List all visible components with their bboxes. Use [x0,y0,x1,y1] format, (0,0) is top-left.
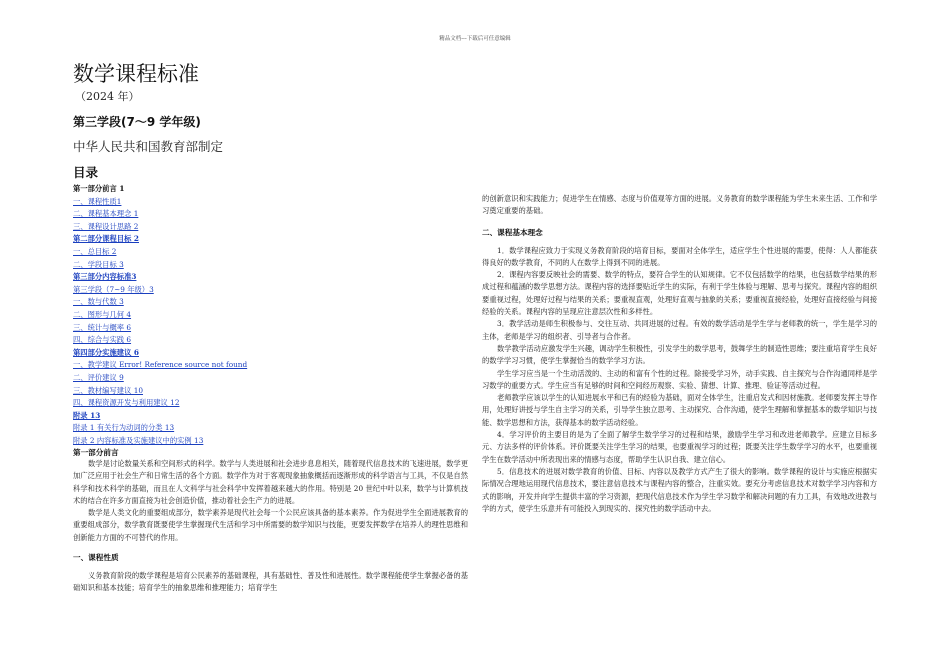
toc-item: 第一部分前言 1 [73,184,125,193]
basic-concept-paragraph: 1．数学课程应致力于实现义务教育阶段的培育目标，要面对全体学生，适应学生个性进展的需要，使得：人人都能获得良好的数学教育，不同的人在数学上得到不同的进展。 [482,245,877,267]
document-year: （2024 年） [75,90,140,103]
toc-item[interactable]: 三、统计与概率 6 [73,322,132,332]
basic-concepts-paragraphs [482,245,877,516]
toc-item[interactable]: 第四部分实施建议 6 [73,347,139,357]
intro-paragraph: 数学是讨论数量关系和空间形式的科学。数学与人类进展和社会进步息息相关，随着现代信息技术的飞速进展，数学更加广泛应用于社会生产和日常生活的各个方面。数学作为对于客观现象抽象概括而逐渐形成的科学语言与工具，不仅是自然科学和技术科学的基础，而且在人文科学与社会科学中发挥着越来越大的作用。特别是 20 世纪中叶以来，数学与计算机技术的结合在许多方面直接为社会创造价值，推动着社会生产力的进展。 [73,459,468,505]
table-of-contents [73,183,473,447]
toc-item[interactable]: 一、数与代数 3 [73,297,124,307]
document-title: 数学课程标准 [73,62,199,86]
toc-item[interactable]: 附录 1 有关行为动词的分类 13 [73,423,175,433]
basic-concept-paragraph: 2．课程内容要反映社会的需要、数学的特点，要符合学生的认知规律。它不仅包括数学的结果，也包括数学结果的形成过程和蕴涵的数学思想方法。课程内容的选择要贴近学生的实际，有利于学生体验与理解、思考与探究。课程内容的组织要重视过程，处理好过程与结果的关系；要重视直观，处理好直观与抽象的关系；要重视直接经验，处理好直接经验与间接经验的关系。课程内容的呈现应注意层次性和多样性。 [482,270,877,317]
toc-item[interactable]: 二、课程基本理念 1 [73,209,139,219]
left-body [73,447,468,595]
intro-paragraph: 数学是人类文化的重要组成部分，数学素养是现代社会每一个公民应该具备的基本素养。作为促进学生全面进展教育的重要组成部分，数学教育既要使学生掌握现代生活和学习中所需要的数学知识与技能，更要发挥数学在培养人的理性思维和创新能力方面的不可替代的作用。 [73,508,468,542]
toc-item[interactable]: 三、课程设计思路 2 [73,221,139,231]
part-one-heading: 第一部分前言 [73,448,119,457]
basic-concept-paragraph: 学生学习应当是一个生动活泼的、主动的和富有个性的过程。除接受学习外，动手实践、自主探究与合作沟通同样是学习数学的重要方式。学生应当有足够的时间和空间经历观察、实验、猜想、计算、推理、验证等活动过程。 [482,368,877,390]
basic-concept-paragraph: 5．信息技术的进展对数学教育的价值、目标、内容以及教学方式产生了很大的影响。数学课程的设计与实施应根据实际情况合理地运用现代信息技术，要注意信息技术与课程内容的整合，注重实效。要充分考虑信息技术对数学学习内容和方式的影响，开发并向学生提供丰富的学习资源，把现代信息技术作为学生学习数学和解决问题的有力工具，有效地改进教与学的方式，使学生乐意并有可能投入到现实的、探究性的数学活动中去。 [482,466,877,513]
basic-concept-paragraph: 4．学习评价的主要目的是为了全面了解学生数学学习的过程和结果，激励学生学习和改进老师教学。应建立目标多元、方法多样的评价体系。评价既要关注学生学习的结果，也要重视学习的过程；既要关注学生数学学习的水平，也要重视学生在数学活动中所表现出来的情感与态度，帮助学生认识自我、建立信心。 [482,430,877,464]
toc-item[interactable]: 第三部分内容标准3 [73,272,137,282]
toc-item[interactable]: 二、学段目标 3 [73,259,124,269]
grade-stage: 第三学段(7～9 学年级) [73,115,201,129]
issuing-organization: 中华人民共和国教育部制定 [73,139,224,154]
toc-item[interactable]: 第二部分课程目标 2 [73,234,139,244]
toc-item[interactable]: 附录 13 [73,410,101,420]
basic-concept-paragraph: 数学教学活动应激发学生兴趣，调动学生积极性，引发学生的数学思考，鼓舞学生的制造性思维；要注重培育学生良好的数学学习习惯，使学生掌握恰当的数学学习方法。 [482,343,877,366]
toc-item[interactable]: 三、教材编写建议 10 [73,385,143,395]
right-column [482,193,877,515]
basic-concept-paragraph: 老师教学应该以学生的认知进展水平和已有的经验为基础，面对全体学生，注重启发式和因材施教。老师要发挥主导作用，处理好讲授与学生自主学习的关系，引导学生独立思考、主动探究、合作沟通，使学生理解和掌握基本的数学知识与技能、数学思想和方法，获得基本的数学活动经验。 [482,393,877,427]
toc-item[interactable]: 一、总目标 2 [73,246,117,256]
section-heading-basic-concepts: 二、课程基本理念 [482,227,543,237]
toc-item[interactable]: 第三学段（7~9 年级）3 [73,284,154,294]
course-nature-paragraph: 义务教育阶段的数学课程是培育公民素养的基础课程，具有基础性、普及性和进展性。数学课程能使学生掌握必备的基础知识和基本技能；培育学生的抽象思维和推理能力；培育学生 [73,571,468,593]
toc-item[interactable]: 一、教学建议 Error! Reference source not found [73,360,248,370]
toc-item[interactable]: 四、综合与实践 6 [73,335,132,345]
toc-heading: 目录 [73,165,99,180]
header-note: 精品文档---下载后可任意编辑 [439,36,511,42]
section-heading-course-nature: 一、课程性质 [73,553,119,563]
toc-item[interactable]: 一、课程性质1 [73,196,122,206]
toc-item[interactable]: 二、图形与几何 4 [73,309,132,319]
toc-item[interactable]: 四、课程资源开发与利用建议 12 [73,398,180,408]
basic-concept-paragraph: 3．教学活动是师生积极参与、交往互动、共同进展的过程。有效的数学活动是学生学与老师教的统一，学生是学习的主体，老师是学习的组织者、引导者与合作者。 [482,319,877,341]
toc-item[interactable]: 二、评价建议 9 [73,372,124,382]
toc-item[interactable]: 附录 2 内容标准及实施建议中的实例 13 [73,435,204,445]
continuation-paragraph: 的创新意识和实践能力；促进学生在情感、态度与价值观等方面的进展。义务教育的数学课程能为学生未来生活、工作和学习奠定重要的基础。 [482,194,877,216]
